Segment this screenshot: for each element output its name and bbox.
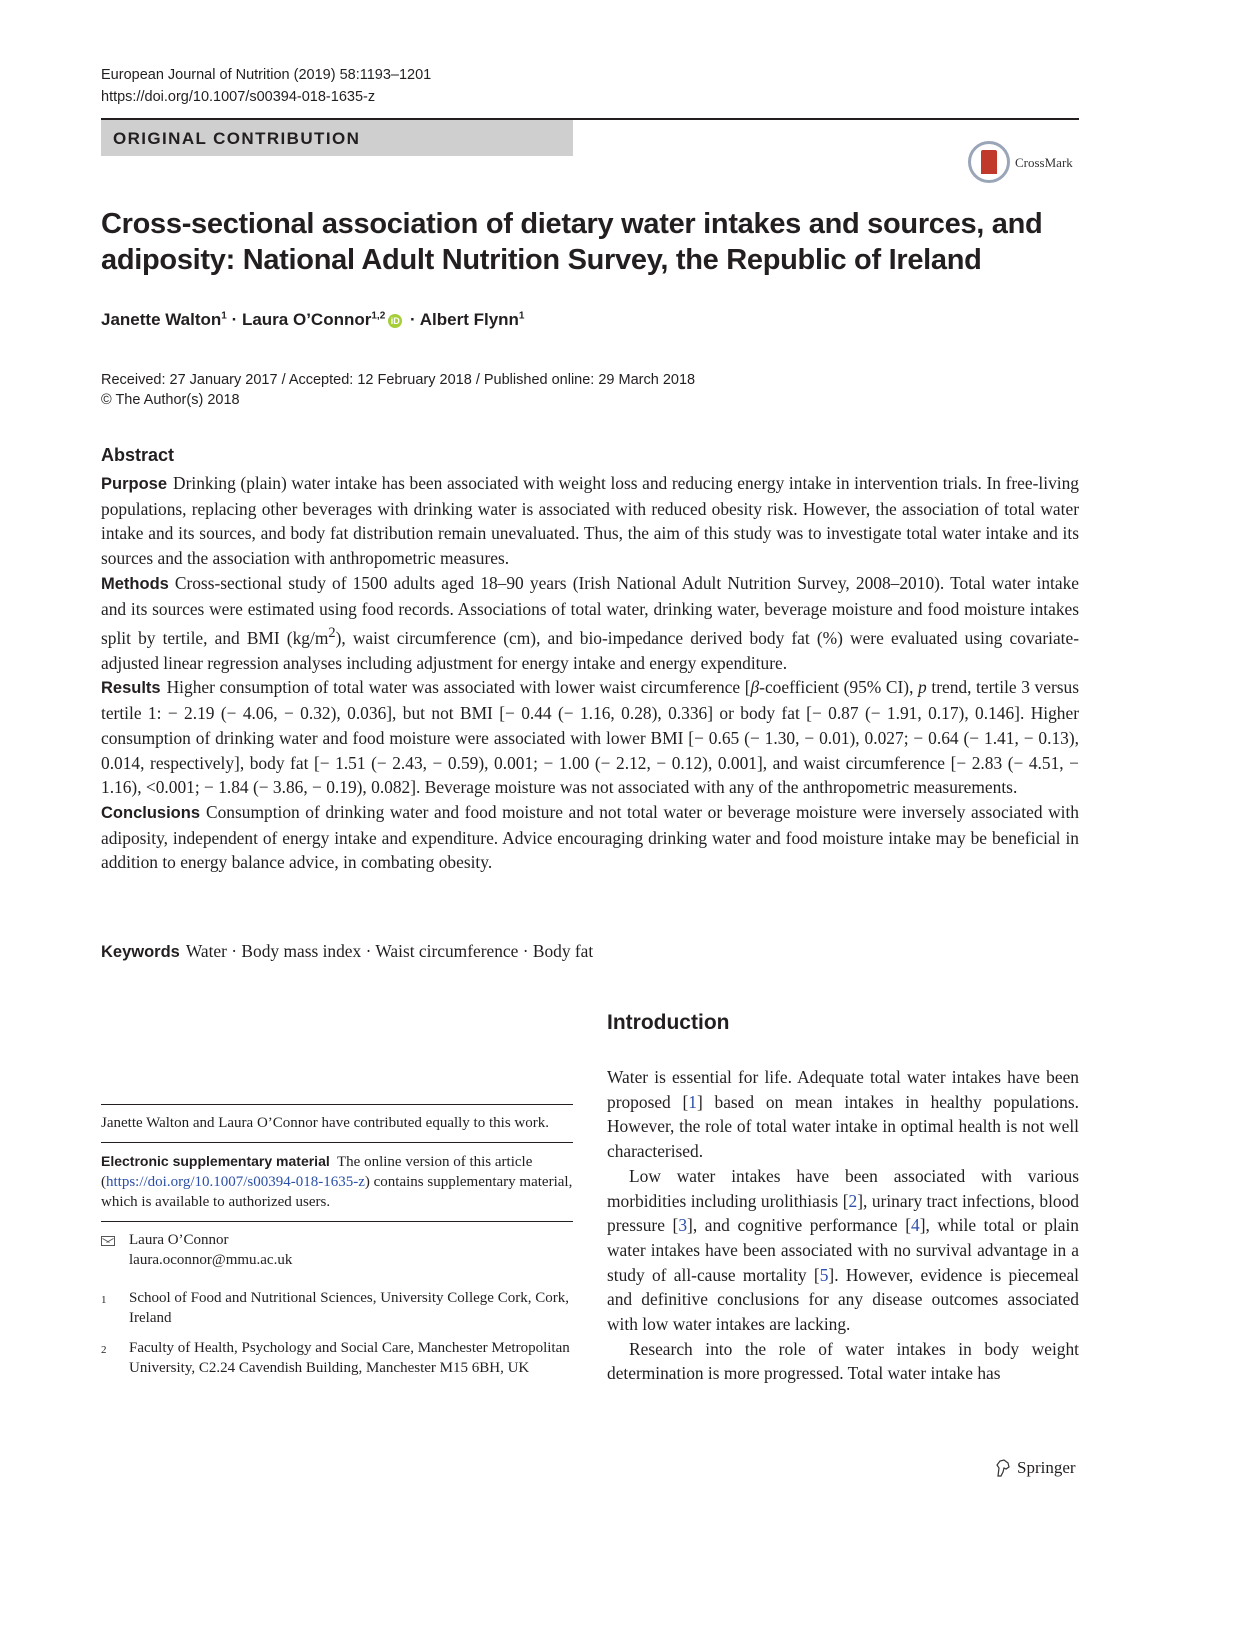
intro-text: Water is essential for life. Adequate total water intakes have been proposed [ [607, 1067, 1079, 1112]
conclusions-label: Conclusions [101, 803, 201, 822]
results-text-continued: -coefficient (95% CI), [759, 677, 919, 698]
intro-paragraph [607, 1337, 1079, 1386]
esm-note [101, 1142, 573, 1221]
citation-link[interactable]: 4 [911, 1215, 920, 1236]
abstract-purpose [101, 471, 1079, 571]
author-affiliation-mark: 1 [221, 310, 227, 322]
keywords-text: Water · Body mass index · Waist circumference · Body fat [185, 941, 594, 961]
equal-contribution-text: Janette Walton and Laura O’Connor have contributed equally to this work. [101, 1115, 549, 1131]
affiliation-text: Faculty of Health, Psychology and Social Care, Manchester Metropolitan University, C2.24 Cavendish Building, Manchester M15 6BH, UK [129, 1340, 570, 1376]
abstract-methods [101, 571, 1079, 676]
corresponding-email[interactable]: laura.oconnor@mmu.ac.uk [129, 1252, 293, 1268]
copyright-line: © The Author(s) 2018 [101, 392, 240, 408]
crossmark-label: CrossMark [1015, 155, 1073, 170]
author-name[interactable]: Laura O’Connor [241, 310, 372, 329]
intro-text: ] based on mean intakes in healthy populations. However, the role of total water intake in optimal health is not well characterised. [607, 1091, 1079, 1162]
affiliation-number: 2 [101, 1344, 107, 1356]
abstract-body [101, 471, 1079, 875]
footnotes [101, 1104, 573, 1388]
results-text: Higher consumption of total water was associated with lower waist circumference [ [166, 677, 751, 698]
affiliation-1 [101, 1288, 573, 1328]
citation-link[interactable]: 1 [688, 1091, 697, 1112]
author-list [101, 310, 524, 330]
paper-title: Cross-sectional association of dietary water intakes and sources, and adiposity: National Adult Nutrition Survey, the Republic of Ireland [101, 208, 1043, 276]
introduction-body [607, 1065, 1079, 1386]
citation-link[interactable]: 3 [678, 1215, 688, 1236]
article-doi[interactable]: https://doi.org/10.1007/s00394-018-1635-z [101, 89, 376, 105]
intro-text: Research into the role of water intakes in body weight determination is more progressed. Total water intake has [607, 1338, 1079, 1384]
section-label: ORIGINAL CONTRIBUTION [113, 129, 361, 148]
abstract-results [101, 675, 1079, 800]
methods-label: Methods [101, 574, 169, 593]
author-affiliation-mark: 1,2 [371, 310, 386, 322]
results-label: Results [101, 679, 161, 698]
contact-block [101, 1221, 573, 1378]
intro-text: ]. However, evidence is piecemeal and definitive conclusions for any disease outcomes associated with low water intakes are lacking. [607, 1264, 1079, 1335]
intro-paragraph [607, 1164, 1079, 1337]
purpose-label: Purpose [101, 475, 168, 493]
methods-text: Cross-sectional study of 1500 adults aged 18–90 years (Irish National Adult Nutrition Survey, 2008–2010). Total water intake and its sources were estimated using food records. Associations of total water, drinking water, beverage moisture and food moisture intakes split by tertile, and BMI (kg/m [101, 572, 1079, 649]
publisher-logo [995, 1458, 1076, 1478]
esm-text: The online version of this article ( [101, 1154, 533, 1190]
publication-dates [101, 370, 695, 410]
citation-link[interactable]: 5 [819, 1264, 829, 1285]
journal-header [101, 64, 431, 108]
purpose-text: Drinking (plain) water intake has been associated with weight loss and reducing energy intake in intervention trials. In free-living populations, replacing other beverages with drinking water is associated with reduced obesity risk. However, the association of total water intake and its sources, and body fat distribution remain unevaluated. Thus, the aim of this study was to investigate total water intake and its sources and the association with anthropometric measures. [101, 473, 1079, 569]
conclusions-text: Consumption of drinking water and food moisture and not total water or beverage moisture were inversely associated with adiposity, independent of energy intake and expenditure. Advice encouraging drinking water and food moisture intake may be beneficial in addition to energy balance advice, in combating obesity. [101, 801, 1079, 873]
intro-text: ], and cognitive performance [ [687, 1215, 911, 1236]
crossmark-badge[interactable] [968, 141, 1080, 187]
affiliation-text: School of Food and Nutritional Sciences, University College Cork, Cork, Ireland [129, 1290, 569, 1326]
section-banner [101, 120, 573, 156]
methods-text-continued: ), waist circumference (cm), and bio-impedance derived body fat (%) were evaluated using covariate-adjusted linear regression analyses including adjustment for energy intake and energy expenditure. [101, 628, 1079, 673]
introduction-heading: Introduction [607, 1011, 730, 1034]
corresponding-name: Laura O’Connor [129, 1232, 229, 1248]
intro-text: Low water intakes have been associated with various morbidities including urolithiasis [ [607, 1165, 1079, 1211]
orcid-icon[interactable]: iD [388, 314, 402, 328]
abstract-conclusions [101, 800, 1079, 875]
esm-label: Electronic supplementary material [101, 1153, 330, 1169]
esm-text-continued: ) contains supplementary material, which is available to authorized users. [101, 1174, 573, 1210]
crossmark-icon [968, 141, 1010, 183]
keywords-label: Keywords [101, 943, 180, 961]
author-separator: · [226, 310, 242, 329]
journal-citation: European Journal of Nutrition (2019) 58:1193–1201 [101, 67, 432, 83]
results-text-remainder: trend, tertile 3 versus tertile 1: − 2.19 (− 4.06, − 0.32), 0.036], but not BMI [− 0.44 (− 1.16, 0.28), 0.336] or body fat [− 0.87 (− 1.91, 0.17), 0.146]. Higher consumption of drinking water and food moisture were associated with lower BMI [− 0.65 (− 1.30, − 0.01), 0.027; − 0.64 (− 1.41, − 0.13), 0.014, respectively], body fat [− 1.51 (− 2.43, − 0.59), 0.001; − 1.00 (− 2.12, − 0.12), 0.001], and waist circumference [− 2.83 (− 4.51, − 1.16), <0.001; − 1.84 (− 3.86, − 0.19), 0.082]. Beverage moisture was not associated with any of the anthropometric measurements. [101, 677, 1079, 798]
affiliation-2 [101, 1338, 573, 1378]
affiliation-number: 1 [101, 1294, 107, 1306]
intro-text: ], while total or plain water intakes have been associated with no survival advantage in a study of all-cause mortality [ [607, 1215, 1079, 1285]
envelope-icon [101, 1236, 115, 1246]
author-affiliation-mark: 1 [518, 310, 525, 322]
citation-link[interactable]: 2 [848, 1190, 858, 1211]
intro-paragraph [607, 1065, 1079, 1164]
history-dates: Received: 27 January 2017 / Accepted: 12 February 2018 / Published online: 29 March 2018 [101, 372, 696, 388]
author-name[interactable]: Janette Walton [101, 310, 222, 329]
author-name[interactable]: Albert Flynn [419, 310, 519, 329]
abstract-heading: Abstract [101, 445, 175, 465]
intro-text: ], urinary tract infections, blood pressure [ [607, 1190, 1079, 1236]
beta-symbol: β [750, 677, 760, 698]
springer-horse-icon [995, 1459, 1011, 1477]
keywords [101, 941, 593, 962]
equal-contribution-note [101, 1104, 573, 1142]
publisher-name: Springer [1017, 1458, 1076, 1477]
corresponding-author [101, 1230, 573, 1270]
author-separator: · [405, 310, 420, 329]
methods-superscript: 2 [328, 625, 336, 642]
esm-link[interactable]: https://doi.org/10.1007/s00394-018-1635-z [106, 1174, 365, 1190]
p-symbol: p [918, 677, 927, 698]
